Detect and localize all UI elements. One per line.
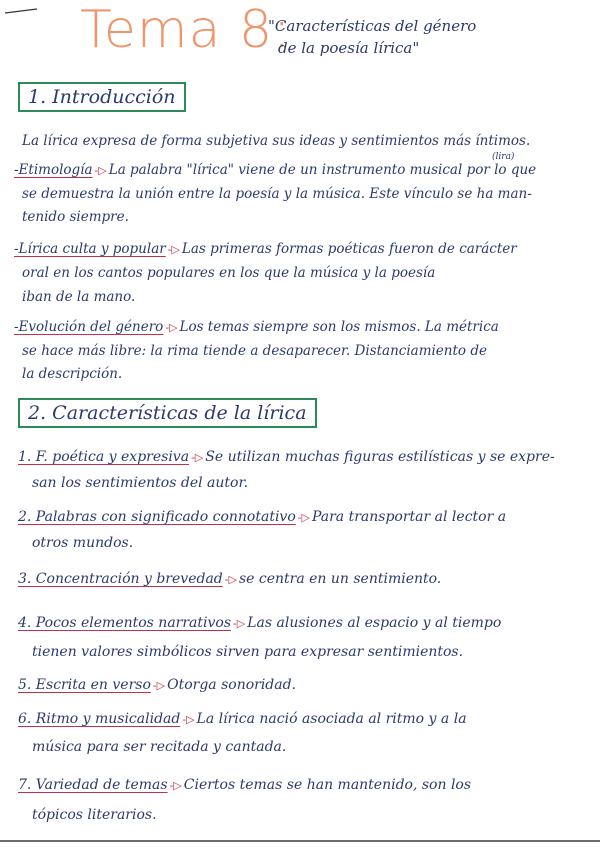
etimologia-term: -Etimología xyxy=(14,162,93,178)
subtitle-line-1: "Características del género xyxy=(268,17,477,35)
lirica-culta-term: -Lírica culta y popular xyxy=(14,241,166,257)
arrow-icon: -▷ xyxy=(233,617,246,630)
arrow-icon: -▷ xyxy=(165,321,178,334)
lirica-culta-line xyxy=(14,243,517,257)
evolucion-term: -Evolución del género xyxy=(14,319,164,335)
list-item xyxy=(18,450,555,464)
subtitle-line-2: de la poesía lírica" xyxy=(278,38,420,57)
list-item xyxy=(18,510,506,524)
evolucion-line xyxy=(14,321,499,335)
arrow-icon: -▷ xyxy=(224,573,237,586)
item-continuation: tópicos literarios. xyxy=(32,807,157,823)
intro-line: La lírica expresa de forma subjetiva sus ideas y sentimientos más íntimos. xyxy=(22,133,531,149)
section-2-heading: 2. Características de la lírica xyxy=(18,398,317,428)
item-text: Ciertos temas se han mantenido, son los xyxy=(183,777,472,793)
etimologia-line-3: tenido siempre. xyxy=(22,209,129,225)
page-subtitle xyxy=(268,16,588,60)
arrow-icon: -▷ xyxy=(169,779,182,792)
item-term: 6. Ritmo y musicalidad xyxy=(18,711,181,727)
list-item xyxy=(18,616,501,630)
section-1-heading: 1. Introducción xyxy=(18,82,186,112)
page-bottom-edge xyxy=(0,840,600,842)
arrow-icon: -▷ xyxy=(297,511,310,524)
list-item xyxy=(18,712,467,726)
etimologia-line-2: se demuestra la unión entre la poesía y la música. Este vínculo se ha man- xyxy=(22,186,532,202)
item-term: 2. Palabras con significado connotativo xyxy=(18,509,296,525)
item-text: Para transportar al lector a xyxy=(311,509,507,525)
item-text: Las alusiones al espacio y al tiempo xyxy=(247,615,502,631)
page-title: Tema 8: xyxy=(80,0,292,60)
arrow-icon: -▷ xyxy=(191,451,204,464)
item-term: 4. Pocos elementos narrativos xyxy=(18,615,232,631)
lirica-culta-line-2: oral en los cantos populares en los que la música y la poesía xyxy=(22,265,436,281)
list-item xyxy=(18,572,441,586)
item-text: Se utilizan muchas figuras estilísticas y se expre- xyxy=(205,449,555,465)
list-item xyxy=(18,778,471,792)
evolucion-text: Los temas siempre son los mismos. La métrica xyxy=(179,319,499,335)
etimologia-text: La palabra "lírica" viene de un instrumento musical por lo que xyxy=(108,162,537,178)
pen-stroke-mark xyxy=(4,8,38,14)
lirica-culta-text: Las primeras formas poéticas fueron de carácter xyxy=(181,241,517,257)
lira-note: (lira) xyxy=(492,152,515,162)
arrow-icon: -▷ xyxy=(94,164,107,177)
item-continuation: san los sentimientos del autor. xyxy=(32,475,249,491)
etimologia-line xyxy=(14,164,536,178)
item-continuation: otros mundos. xyxy=(32,535,134,551)
item-term: 3. Concentración y brevedad xyxy=(18,571,223,587)
evolucion-line-2: se hace más libre: la rima tiende a desaparecer. Distanciamiento de xyxy=(22,343,487,359)
arrow-icon: -▷ xyxy=(152,679,166,692)
arrow-icon: -▷ xyxy=(167,243,180,256)
item-text: La lírica nació asociada al ritmo y a la xyxy=(196,711,467,727)
evolucion-line-3: la descripción. xyxy=(22,366,123,382)
item-term: 7. Variedad de temas xyxy=(18,777,168,793)
item-term: 1. F. poética y expresiva xyxy=(18,449,190,465)
item-continuation: música para ser recitada y cantada. xyxy=(32,739,287,755)
item-continuation: tienen valores simbólicos sirven para expresar sentimientos. xyxy=(32,644,464,660)
item-text: se centra en un sentimiento. xyxy=(238,571,442,587)
list-item xyxy=(18,678,296,692)
item-term: 5. Escrita en verso xyxy=(18,677,151,693)
item-text: Otorga sonoridad. xyxy=(167,677,297,693)
lirica-culta-line-3: iban de la mano. xyxy=(22,289,136,305)
arrow-icon: -▷ xyxy=(182,713,195,726)
